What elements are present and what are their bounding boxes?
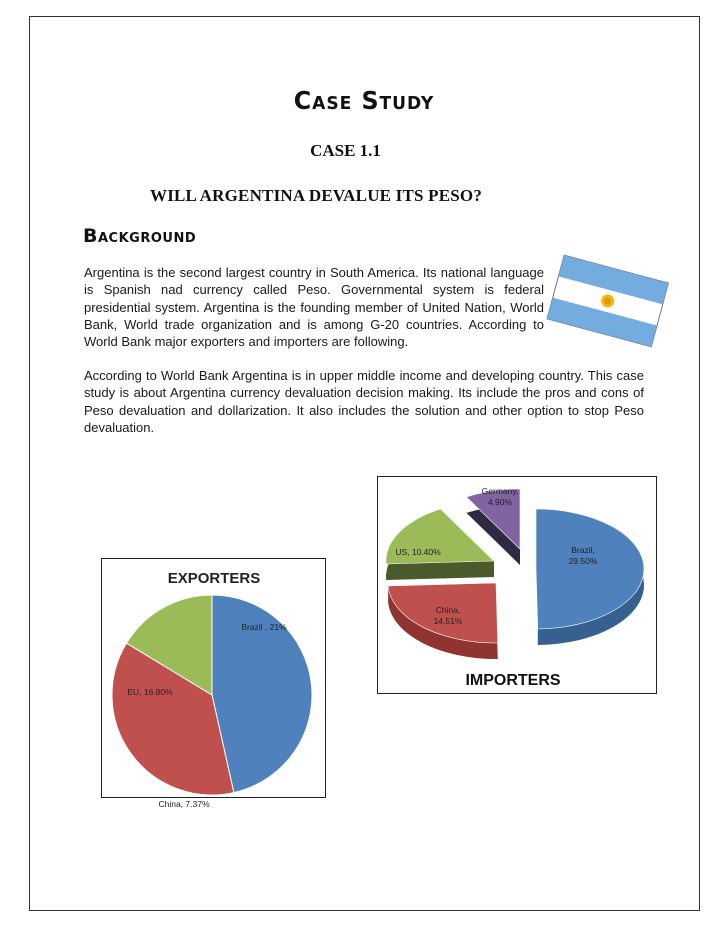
importers-value-china: 14.51% [433,616,463,626]
importers-chart [377,476,657,694]
argentina-flag-icon [548,240,668,360]
exporters-label-eu: EU, 16.80% [127,687,173,697]
exporters-label-china: China, 7.37% [158,799,210,809]
importers-chart-svg [378,477,655,692]
importers-label-germany: Germany, [481,486,519,496]
importers-label-us: US, 10.40% [395,547,441,557]
exporters-chart [101,558,326,809]
importers-label-brazil: Brazil, [571,545,595,555]
case-number-text: CASE 1.1 [310,141,381,160]
background-paragraph-2: According to World Bank Argentina is in upper middle income and developing country. This case study is about Argentina currency devaluation decision making. Its include the pros and cons of Peso devaluation and dollarization. It also includes the solution and other option to stop Peso devaluation. [84,368,644,435]
page-title: Case Study [293,86,435,115]
case-title: WILL ARGENTINA DEVALUE ITS PESO? [150,186,483,205]
exporters-title: EXPORTERS [167,570,261,587]
importers-title: IMPORTERS [465,672,561,689]
exporters-label-brazil: Brazil , 21% [241,622,287,632]
importers-label-china: China, [435,605,461,615]
section-heading: Background [83,225,197,247]
background-paragraph-1: Argentina is the second largest country in South America. Its national language is Spanish nad currency called Peso. Governmental system is federal presidential system. Argentina is the founding member of United Nation, World Bank, World trade organization and is among G-20 countries. According to World Bank major exporters and importers are following. [84,265,544,350]
importers-value-germany: 4.90% [487,497,513,507]
exporters-chart-svg [102,559,324,809]
case-number [0,141,728,161]
importers-value-brazil: 29.50% [568,556,598,566]
